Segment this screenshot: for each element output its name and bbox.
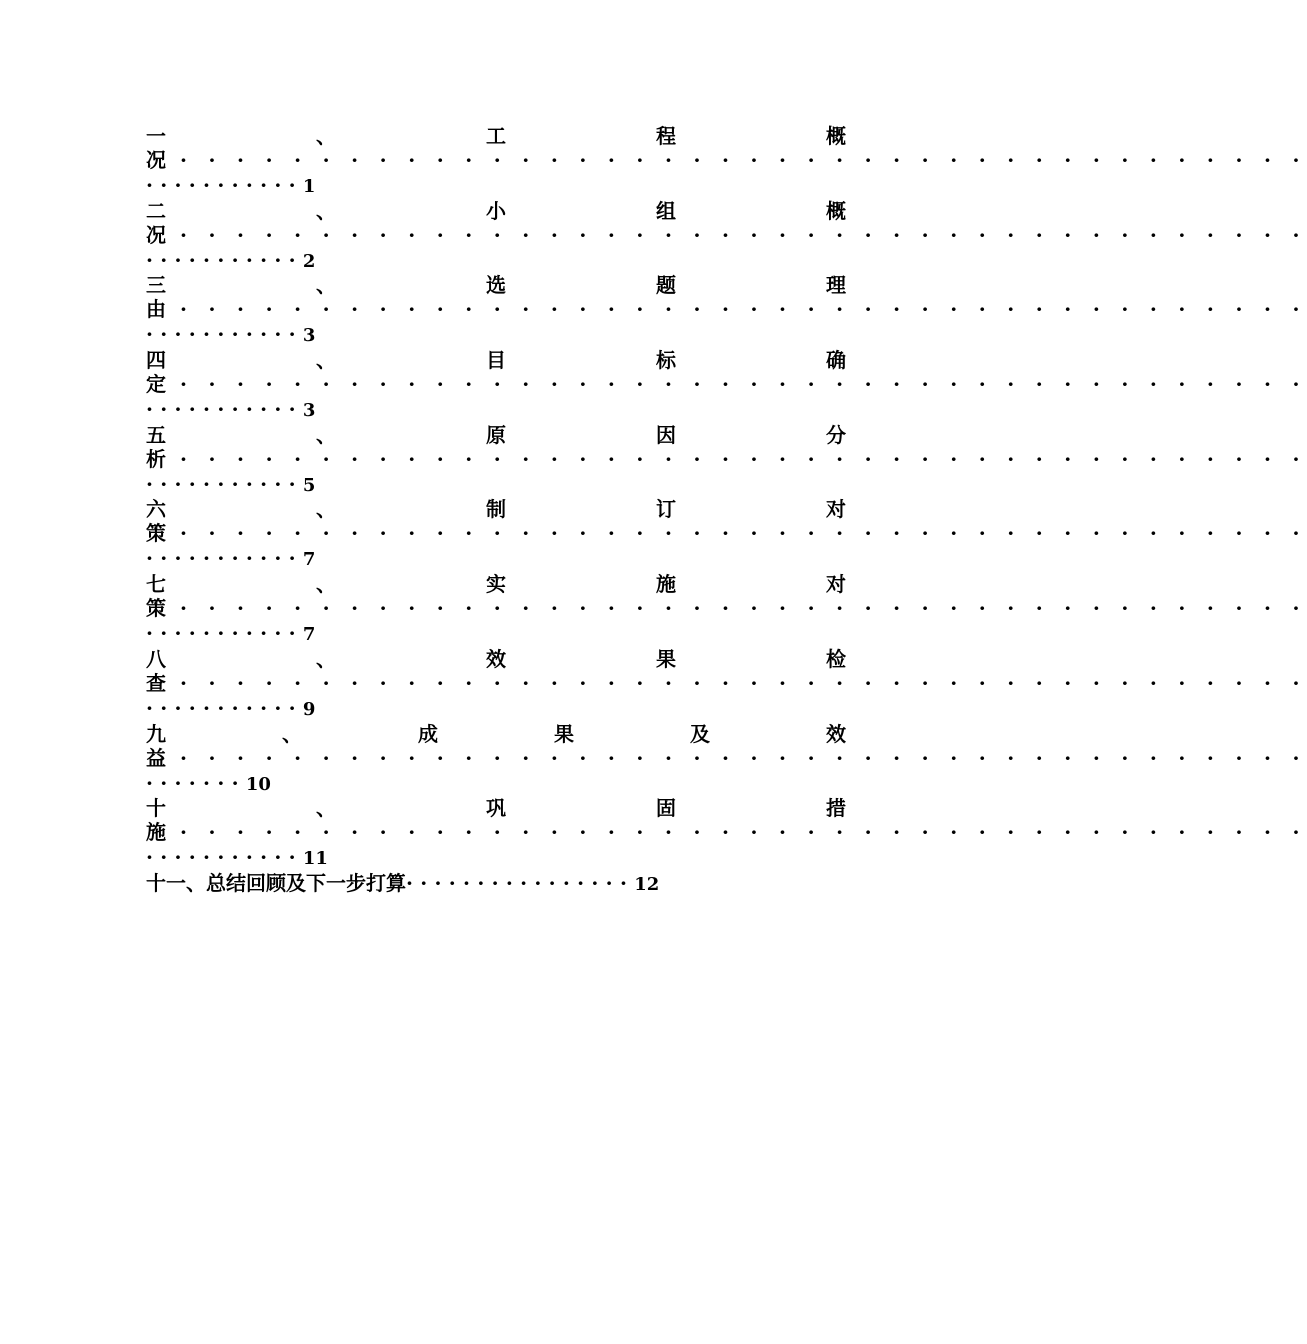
toc-heading-char: 标 bbox=[656, 348, 676, 373]
toc-heading-char: 目 bbox=[486, 348, 506, 373]
page-number: 2 bbox=[302, 250, 316, 272]
toc-heading-char: 因 bbox=[656, 422, 676, 447]
toc-heading-char: 二 bbox=[146, 198, 166, 223]
dot-leader: ················ bbox=[406, 871, 635, 895]
toc-heading-char: 、 bbox=[316, 198, 336, 223]
toc-heading-char: 题 bbox=[656, 273, 676, 298]
toc-heading-char: 、 bbox=[316, 497, 336, 522]
toc-heading-char: 原 bbox=[486, 422, 506, 447]
toc-heading-last-char: 益 bbox=[146, 745, 166, 770]
toc-heading-char: 六 bbox=[146, 497, 166, 522]
dot-leader: · · · · · · · · · · · · · · · · · · · · · · · · · · · · · · · · · · · · · · · · bbox=[180, 745, 1307, 770]
toc-entry[interactable] bbox=[146, 192, 1307, 272]
dot-leader: · · · · · · · · · · · · · · · · · · · · · · · · · · · · · · · · · · · · · · · · bbox=[180, 297, 1307, 322]
toc-heading-char: 果 bbox=[656, 646, 676, 671]
dot-leader: · · · · · · · · · · · · · · · · · · · · · · · · · · · · · · · · · · · · · · · · bbox=[180, 820, 1307, 845]
table-of-contents bbox=[146, 117, 1307, 895]
toc-heading-char: 措 bbox=[826, 796, 846, 821]
toc-heading-char: 检 bbox=[826, 646, 846, 671]
toc-entry-heading-line bbox=[146, 274, 846, 296]
toc-heading-last-char: 况 bbox=[146, 148, 166, 172]
toc-heading-char: 组 bbox=[656, 198, 676, 223]
toc-heading-last-char: 析 bbox=[146, 446, 166, 471]
toc-heading-char: 一 bbox=[146, 124, 166, 148]
toc-heading-char: 工 bbox=[486, 124, 506, 148]
dot-leader: ··········· bbox=[146, 322, 303, 347]
dot-leader: ··········· bbox=[146, 621, 303, 646]
toc-heading-char: 九 bbox=[146, 721, 166, 746]
page-number: 3 bbox=[302, 325, 316, 347]
toc-heading-char: 五 bbox=[146, 422, 166, 447]
toc-heading-char: 施 bbox=[656, 572, 676, 597]
dot-leader: · · · · · · · · · · · · · · · · · · · · · · · · · · · · · · · · · · · · · · · · bbox=[180, 446, 1307, 471]
toc-entry[interactable] bbox=[146, 789, 1307, 870]
toc-heading-char: 四 bbox=[146, 348, 166, 373]
toc-heading-char: 、 bbox=[316, 796, 336, 821]
page-number: 1 bbox=[302, 176, 316, 197]
toc-entry-heading-line bbox=[146, 648, 846, 670]
toc-entry[interactable] bbox=[146, 266, 1307, 347]
toc-heading-char: 确 bbox=[826, 348, 846, 373]
toc-heading-char: 对 bbox=[826, 497, 846, 522]
toc-entry[interactable] bbox=[146, 490, 1307, 571]
toc-heading-char: 、 bbox=[316, 124, 336, 148]
toc-entry-heading-line bbox=[146, 797, 846, 819]
toc-entry[interactable] bbox=[146, 565, 1307, 646]
toc-entry-continuation-line bbox=[146, 446, 1307, 471]
dot-leader: ··········· bbox=[146, 845, 303, 870]
toc-heading-char: 效 bbox=[826, 721, 846, 746]
toc-heading-char: 制 bbox=[486, 497, 506, 522]
page-number: 9 bbox=[302, 698, 316, 720]
toc-heading-last-char: 由 bbox=[146, 297, 166, 322]
toc-heading-char: 、 bbox=[316, 273, 336, 298]
toc-heading-char: 分 bbox=[826, 422, 846, 447]
toc-heading-char: 三 bbox=[146, 273, 166, 298]
toc-heading-char: 实 bbox=[486, 572, 506, 597]
toc-heading-char: 概 bbox=[826, 124, 846, 148]
toc-entry-heading-line bbox=[146, 125, 846, 147]
toc-heading-char: 八 bbox=[146, 646, 166, 671]
toc-heading-char: 及 bbox=[690, 721, 710, 746]
dot-leader: · · · · · · · · · · · · · · · · · · · · · · · · · · · · · · · · · · · · · · · · bbox=[180, 521, 1307, 546]
toc-heading-last-char: 策 bbox=[146, 521, 166, 546]
toc-heading-char: 对 bbox=[826, 572, 846, 597]
page-number: 7 bbox=[302, 624, 316, 646]
dot-leader: · · · · · · · · · · · · · · · · · · · · · · · · · · · · · · · · · · · · · · · · bbox=[180, 372, 1307, 397]
page-number: 5 bbox=[302, 474, 316, 496]
toc-entry-continuation-line bbox=[146, 596, 1307, 621]
dot-leader: · · · · · · · · · · · · · · · · · · · · · · · · · · · · · · · · · · · · · · · · bbox=[180, 148, 1307, 172]
toc-entry[interactable] bbox=[146, 640, 1307, 720]
page-number: 12 bbox=[634, 874, 660, 895]
toc-entry-page-line bbox=[146, 846, 846, 868]
toc-heading-char: 理 bbox=[826, 273, 846, 298]
toc-entry-heading-line bbox=[146, 349, 846, 371]
toc-heading-char: 程 bbox=[656, 124, 676, 148]
toc-heading-char: 七 bbox=[146, 572, 166, 597]
toc-entry-continuation-line bbox=[146, 670, 1307, 695]
page-number: 11 bbox=[302, 848, 328, 870]
dot-leader: ··········· bbox=[146, 397, 303, 422]
toc-heading-char: 选 bbox=[486, 273, 506, 298]
toc-heading-char: 固 bbox=[656, 796, 676, 821]
page-number: 3 bbox=[302, 400, 316, 422]
dot-leader: ··········· bbox=[146, 546, 303, 571]
toc-heading-char: 订 bbox=[656, 497, 676, 522]
dot-leader: ··········· bbox=[146, 471, 303, 496]
toc-heading-char: 巩 bbox=[486, 796, 506, 821]
toc-entry-heading-line bbox=[146, 200, 846, 222]
toc-entry-continuation-line bbox=[146, 521, 1307, 546]
toc-entry-continuation-line bbox=[146, 372, 1307, 397]
toc-entry-continuation-line bbox=[146, 222, 1307, 247]
toc-heading-char: 、 bbox=[316, 646, 336, 671]
toc-entry-continuation-line bbox=[146, 297, 1307, 322]
dot-leader: · · · · · · · · · · · · · · · · · · · · · · · · · · · · · · · · · · · · · · · · bbox=[180, 670, 1307, 695]
toc-heading-char: 、 bbox=[316, 572, 336, 597]
toc-heading-char: 概 bbox=[826, 198, 846, 223]
toc-entry-heading-line bbox=[146, 498, 846, 520]
page-number: 10 bbox=[245, 773, 271, 795]
toc-heading-last-char: 查 bbox=[146, 670, 166, 695]
dot-leader: ··········· bbox=[146, 247, 303, 272]
toc-heading-char: 十 bbox=[146, 796, 166, 821]
toc-entry[interactable] bbox=[146, 341, 1307, 422]
toc-entry-last[interactable] bbox=[146, 872, 659, 896]
toc-entry[interactable] bbox=[146, 416, 1307, 496]
dot-leader: ··········· bbox=[146, 173, 303, 197]
toc-heading-char: 效 bbox=[486, 646, 506, 671]
toc-heading-last-char: 施 bbox=[146, 820, 166, 845]
toc-entry-heading-line bbox=[146, 424, 846, 446]
dot-leader: ······· bbox=[146, 770, 246, 795]
toc-heading-char: 、 bbox=[282, 721, 302, 746]
toc-heading-char: 、 bbox=[316, 422, 336, 447]
toc-entry-heading-line bbox=[146, 723, 846, 745]
toc-entry-continuation-line bbox=[146, 820, 1307, 845]
toc-heading-char: 、 bbox=[316, 348, 336, 373]
toc-heading-last-char: 策 bbox=[146, 596, 166, 621]
toc-heading-char: 小 bbox=[486, 198, 506, 223]
page-number: 7 bbox=[302, 549, 316, 571]
toc-heading-last-char: 定 bbox=[146, 372, 166, 397]
dot-leader: · · · · · · · · · · · · · · · · · · · · · · · · · · · · · · · · · · · · · · · · bbox=[180, 596, 1307, 621]
dot-leader: ··········· bbox=[146, 695, 303, 720]
toc-heading-last-char: 况 bbox=[146, 222, 166, 247]
toc-entry-continuation-line bbox=[146, 745, 1307, 770]
toc-entry-heading-line bbox=[146, 573, 846, 595]
toc-heading-char: 果 bbox=[554, 721, 574, 746]
toc-heading-char: 成 bbox=[418, 721, 438, 746]
toc-entry-continuation-line bbox=[146, 148, 1307, 172]
toc-entry[interactable] bbox=[146, 715, 1307, 795]
toc-entry-title: 十一、总结回顾及下一步打算 bbox=[146, 871, 406, 895]
toc-entry[interactable] bbox=[146, 117, 1307, 197]
dot-leader: · · · · · · · · · · · · · · · · · · · · · · · · · · · · · · · · · · · · · · · · bbox=[180, 222, 1307, 247]
